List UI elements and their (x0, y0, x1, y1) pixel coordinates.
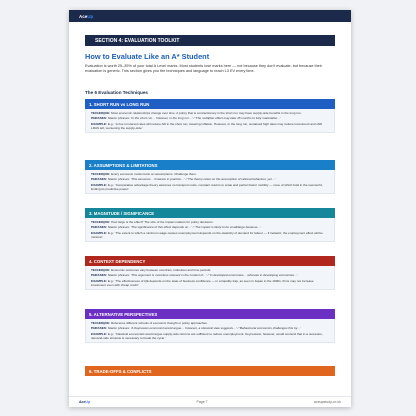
example-label: EXAMPLE: (91, 278, 107, 283)
phrases-label: PHRASES: (91, 177, 107, 182)
technique-label: TECHNIQUE: (91, 267, 111, 272)
technique-card-header: 1. SHORT RUN vs LONG RUN (85, 99, 335, 109)
example-label: EXAMPLE: (91, 230, 107, 235)
technique-card-2 (85, 160, 335, 194)
document-page (69, 10, 351, 407)
example-text: E.g.: 'Classical economists would argue supply-side reforms are sufficient to reduce unemployment. Keynesians, however, would contend that in a recession, demand-side stimulus is necessary to break the cycle.' (91, 331, 323, 340)
phrases-text: Starter phrases: 'This argument is more/less relevant in the context of…' / 'In developed economies… whereas in developing economies…' (107, 273, 298, 278)
example-row (91, 231, 329, 239)
intro-paragraph: Evaluation is worth 25–35% of your total A Level marks. Most students lose marks here — not because they don't evaluate, but because their evaluation is generic. This section gives you the techniques and language to reach L3 EV every time. (85, 64, 322, 73)
brand-logo: AceUp (79, 13, 94, 19)
technique-text: Most economic relationships change over time. A policy that is contractionary in the short run may have supply-side benefits in the long run. (111, 110, 302, 115)
technique-text: Every economic model rests on assumptions. Challenge them. (111, 171, 197, 176)
technique-card-header: 2. ASSUMPTIONS & LIMITATIONS (85, 160, 335, 170)
technique-row (91, 111, 329, 115)
page-footer (69, 396, 351, 407)
example-row (91, 183, 329, 191)
example-text: E.g.: 'The effectiveness of QE depends on the state of business confidence — in a liquidity trap, as seen in Japan in the 1990s, firms may not increase investment even with cheap credit.' (91, 278, 314, 287)
example-label: EXAMPLE: (91, 182, 107, 187)
technique-row (91, 172, 329, 176)
technique-text: How large is the effect? The size of the impact matters for policy decisions. (111, 219, 214, 224)
section-header: SECTION 4: EVALUATION TOOLKIT (85, 35, 335, 46)
technique-card-3 (85, 208, 335, 242)
phrases-label: PHRASES: (91, 273, 107, 278)
technique-card-6 (85, 366, 335, 376)
phrases-text: Starter phrases: 'A Keynesian economist would argue… however, a classical view suggests…' / 'Behavioural economics challenges this by…' (107, 326, 301, 331)
technique-row (91, 268, 329, 272)
technique-label: TECHNIQUE: (91, 219, 111, 224)
techniques-heading: The 6 Evaluation Techniques (85, 90, 148, 95)
technique-row (91, 321, 329, 325)
example-text: E.g.: 'Comparative advantage theory assumes no transport costs, constant returns to scale and perfect factor mobility — none of which hold in the real world, limiting its predictive power.' (91, 182, 323, 191)
technique-card-body (85, 319, 335, 343)
phrases-label: PHRASES: (91, 116, 107, 121)
footer-url: aceupstudy.co.uk (314, 400, 341, 404)
phrases-row (91, 273, 329, 277)
technique-label: TECHNIQUE: (91, 320, 111, 325)
example-row (91, 279, 329, 287)
technique-card-body (85, 170, 335, 194)
example-text: E.g.: 'A rise in interest rates will reduce AD in the short run, lowering inflation. However, in the long run, sustained high rates may reduce investment and shift LRAS left, worsening the supply-side.' (91, 121, 323, 130)
technique-row (91, 220, 329, 224)
technique-card-5 (85, 309, 335, 343)
technique-card-body (85, 109, 335, 133)
technique-card-header: 3. MAGNITUDE / SIGNIFICANCE (85, 208, 335, 218)
technique-text: Reference different schools of economic thought or policy approaches. (111, 320, 208, 325)
phrases-row (91, 116, 329, 120)
technique-card-body (85, 266, 335, 290)
example-row (91, 332, 329, 340)
phrases-text: Starter phrases: 'The significance of this effect depends on…' / 'The impact is likely to be small/large because…' (107, 225, 262, 230)
technique-card-1 (85, 99, 335, 133)
technique-card-4 (85, 256, 335, 290)
example-label: EXAMPLE: (91, 121, 107, 126)
phrases-label: PHRASES: (91, 225, 107, 230)
technique-card-body (85, 218, 335, 242)
technique-card-header: 5. ALTERNATIVE PERSPECTIVES (85, 309, 335, 319)
phrases-row (91, 177, 329, 181)
technique-text: Economic outcomes vary between countries, industries and time periods. (111, 267, 212, 272)
page-number: Page 7 (196, 400, 208, 404)
phrases-text: Starter phrases: 'In the short run… however, in the long run…' / 'The multiplier effect may take 18 months to fully materialise…' (107, 116, 281, 121)
technique-label: TECHNIQUE: (91, 110, 111, 115)
phrases-row (91, 326, 329, 330)
footer-brand-logo: AceUp (79, 400, 91, 404)
page-title: How to Evaluate Like an A* Student (85, 52, 210, 61)
top-bar (69, 10, 351, 22)
phrases-label: PHRASES: (91, 326, 107, 331)
phrases-text: Starter phrases: 'This assumes… however in practice…' / 'The theory relies on the assumption of rational behaviour, yet…' (107, 177, 276, 182)
example-label: EXAMPLE: (91, 331, 107, 336)
phrases-row (91, 225, 329, 229)
technique-card-header: 4. CONTEXT DEPENDENCY (85, 256, 335, 266)
example-text: E.g.: 'The extent to which a minimum wage causes unemployment depends on the elasticity of demand for labour — if inelastic, the employment effect will be minimal.' (91, 230, 323, 239)
technique-card-header: 6. TRADE-OFFS & CONFLICTS (85, 366, 335, 376)
technique-label: TECHNIQUE: (91, 171, 111, 176)
example-row (91, 122, 329, 130)
